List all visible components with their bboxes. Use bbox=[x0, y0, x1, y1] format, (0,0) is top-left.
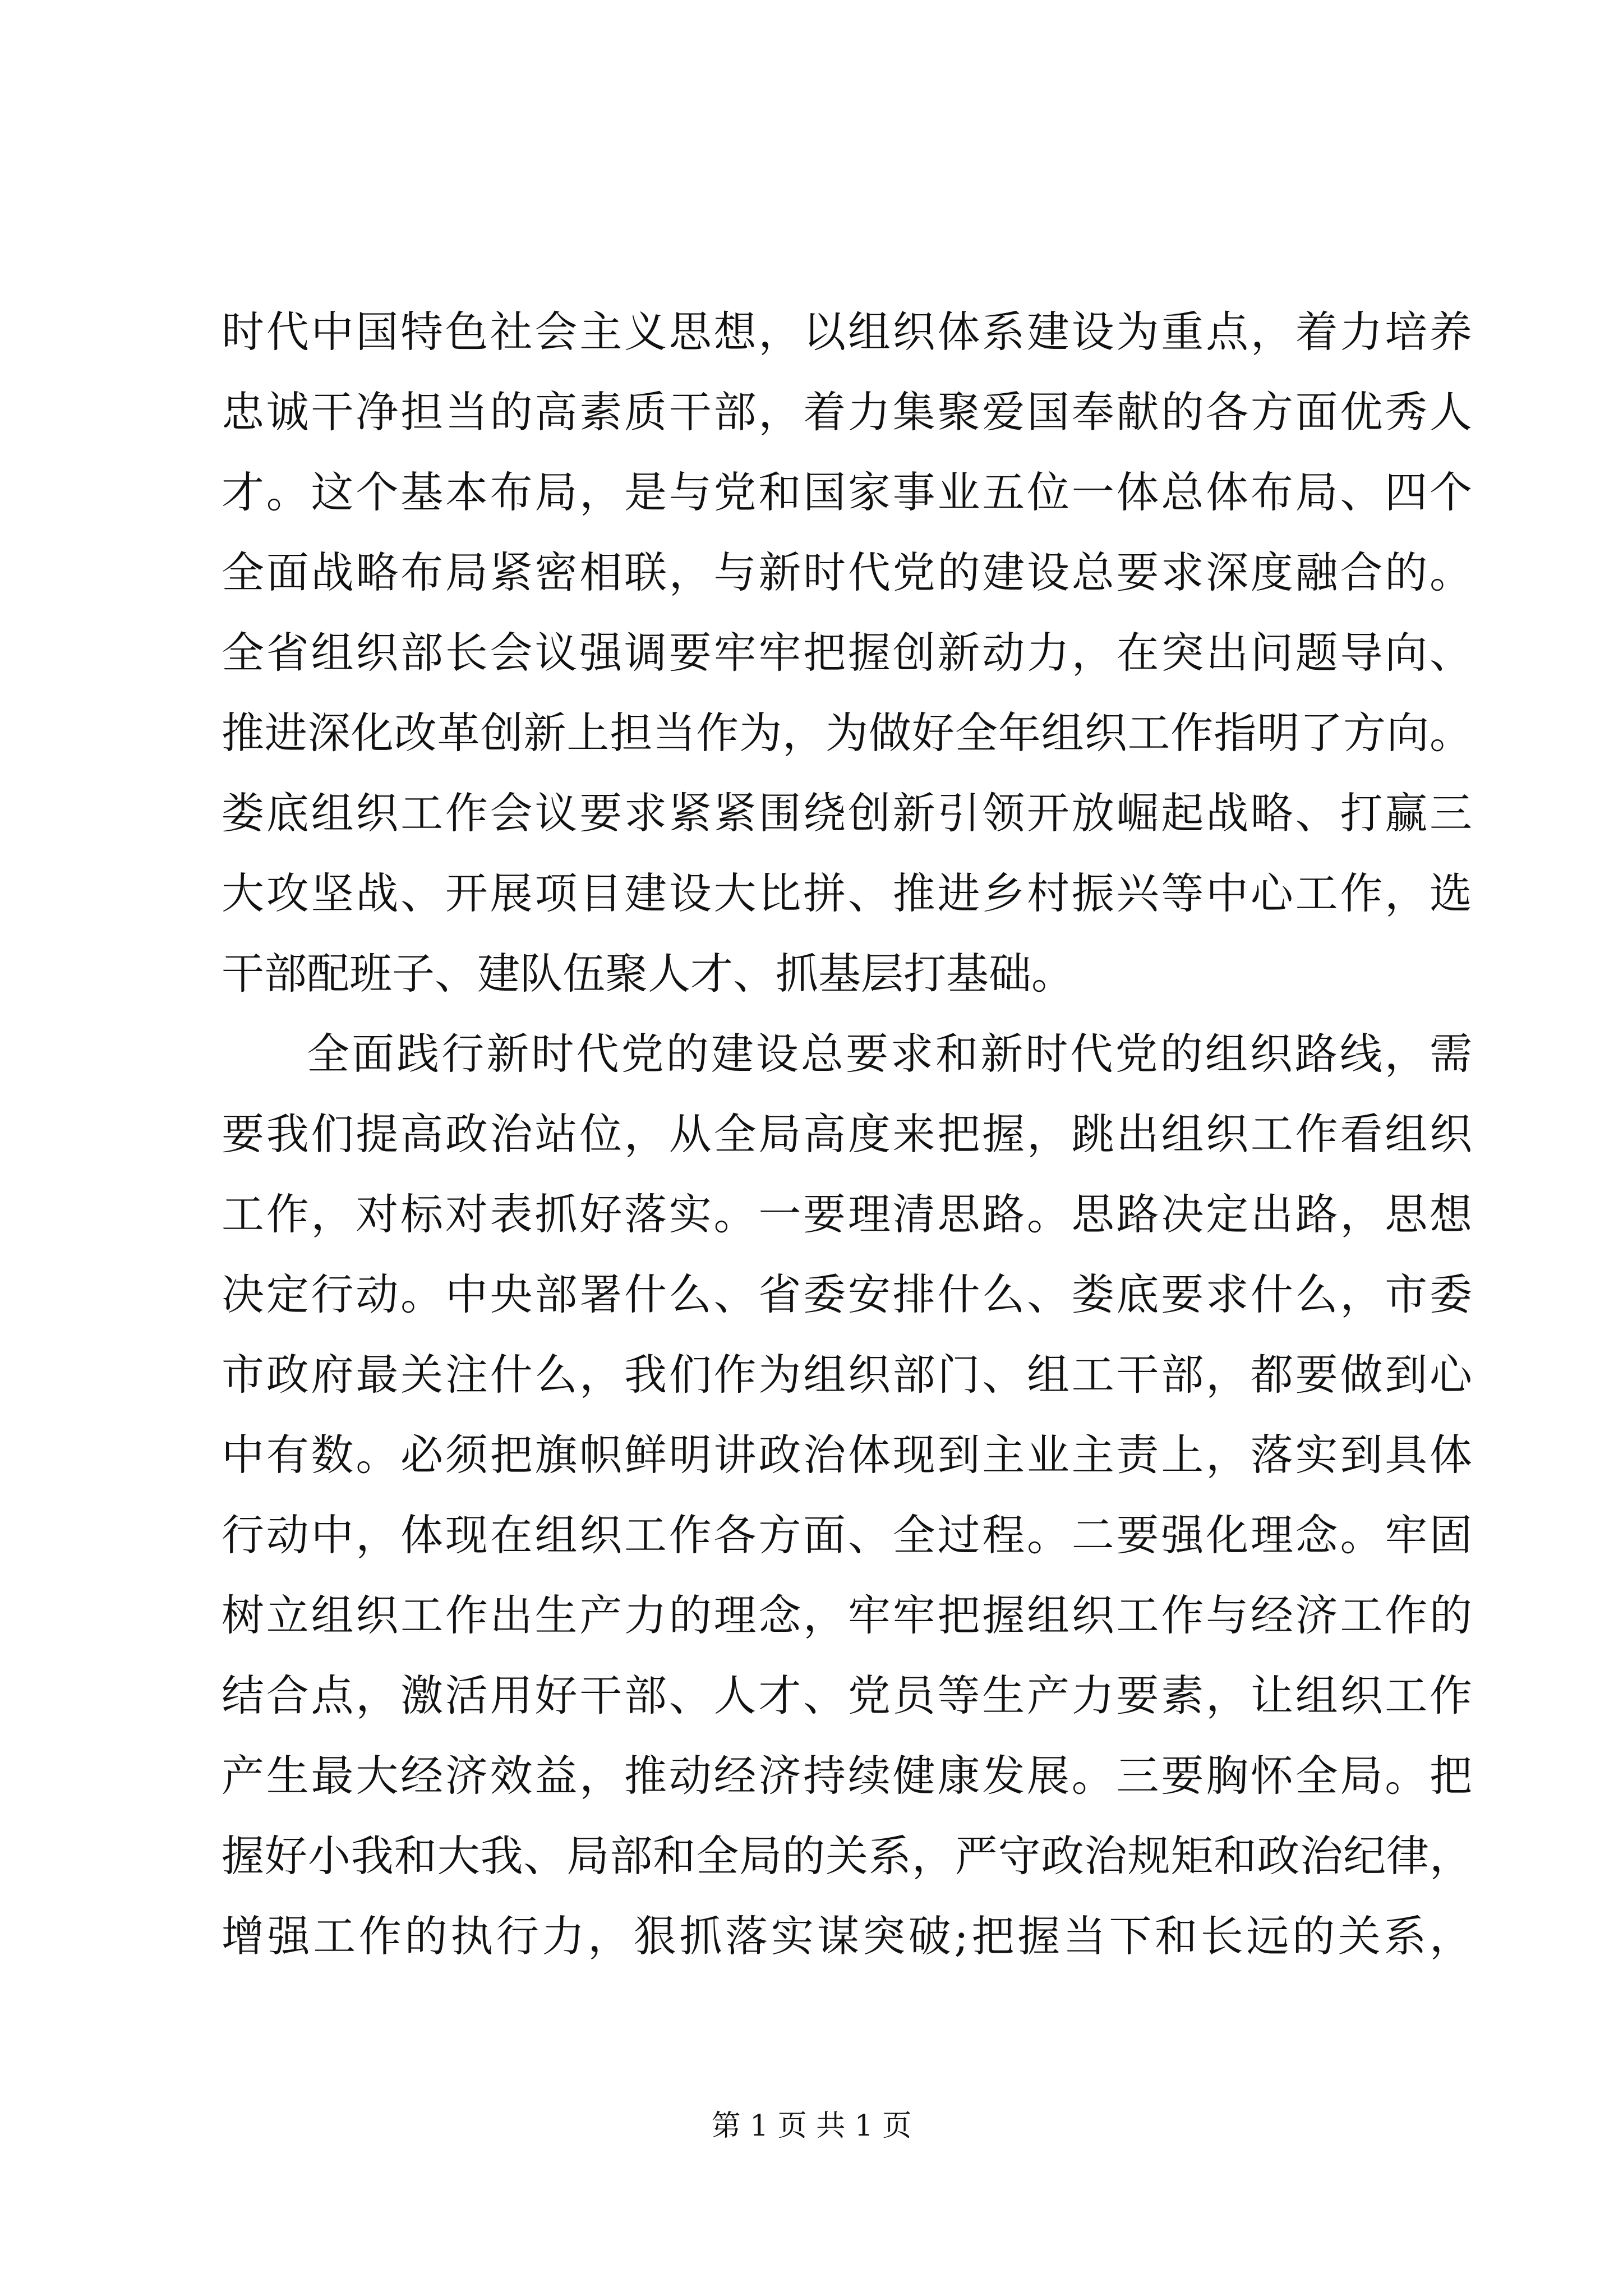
body-line: 时代中国特色社会主义思想，以组织体系建设为重点，着力培养 bbox=[222, 307, 1472, 357]
body-line: 中有数。必须把旗帜鲜明讲政治体现到主业主责上，落实到具体 bbox=[222, 1430, 1472, 1480]
body-line: 大攻坚战、开展项目建设大比拼、推进乡村振兴等中心工作，选 bbox=[222, 868, 1472, 918]
body-line: 要我们提高政治站位，从全局高度来把握，跳出组织工作看组织 bbox=[222, 1109, 1472, 1159]
body-line: 结合点，激活用好干部、人才、党员等生产力要素，让组织工作 bbox=[222, 1671, 1472, 1720]
body-line: 市政府最关注什么，我们作为组织部门、组工干部，都要做到心 bbox=[222, 1350, 1472, 1400]
body-line: 决定行动。中央部署什么、省委安排什么、娄底要求什么，市委 bbox=[222, 1269, 1472, 1319]
body-line: 干部配班子、建队伍聚人才、抓基层打基础。 bbox=[222, 949, 1074, 999]
body-line: 推进深化改革创新上担当作为，为做好全年组织工作指明了方向。 bbox=[222, 708, 1472, 758]
body-line: 全省组织部长会议强调要牢牢把握创新动力，在突出问题导向、 bbox=[222, 628, 1472, 678]
body-line: 行动中，体现在组织工作各方面、全过程。二要强化理念。牢固 bbox=[222, 1510, 1472, 1560]
body-line: 树立组织工作出生产力的理念，牢牢把握组织工作与经济工作的 bbox=[222, 1590, 1472, 1640]
body-line: 增强工作的执行力，狠抓落实谋突破;把握当下和长远的关系， bbox=[222, 1911, 1472, 1961]
body-line: 才。这个基本布局，是与党和国家事业五位一体总体布局、四个 bbox=[222, 467, 1472, 517]
body-line: 工作，对标对表抓好落实。一要理清思路。思路决定出路，思想 bbox=[222, 1189, 1472, 1239]
body-line: 握好小我和大我、局部和全局的关系，严守政治规矩和政治纪律， bbox=[222, 1831, 1472, 1881]
page-number-footer: 第 1 页 共 1 页 bbox=[711, 2109, 912, 2143]
body-line: 全面战略布局紧密相联，与新时代党的建设总要求深度融合的。 bbox=[222, 547, 1472, 597]
body-line: 产生最大经济效益，推动经济持续健康发展。三要胸怀全局。把 bbox=[222, 1751, 1472, 1801]
body-line: 全面践行新时代党的建设总要求和新时代党的组织路线，需 bbox=[307, 1029, 1472, 1079]
document-body bbox=[222, 292, 1472, 1976]
body-line: 娄底组织工作会议要求紧紧围绕创新引领开放崛起战略、打赢三 bbox=[222, 788, 1472, 838]
body-line: 忠诚干净担当的高素质干部，着力集聚爱国奉献的各方面优秀人 bbox=[222, 387, 1472, 437]
